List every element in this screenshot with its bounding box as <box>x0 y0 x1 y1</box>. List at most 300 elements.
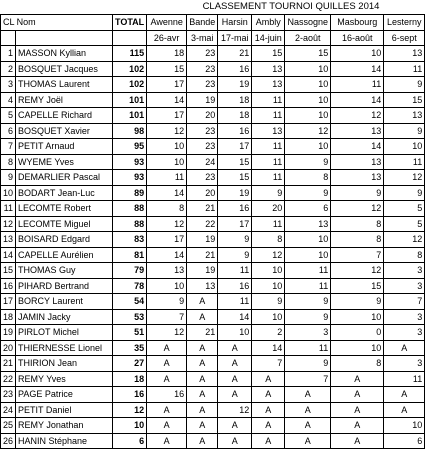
score-cell[interactable]: 9 <box>285 294 331 310</box>
score-cell[interactable]: A <box>187 340 218 356</box>
score-cell[interactable]: 12 <box>331 263 384 279</box>
total-cell[interactable]: 12 <box>113 402 147 418</box>
score-cell[interactable]: 18 <box>218 92 252 108</box>
score-cell[interactable]: A <box>187 294 218 310</box>
total-cell[interactable]: 98 <box>113 123 147 139</box>
score-cell[interactable]: 12 <box>285 123 331 139</box>
score-cell[interactable]: A <box>147 433 187 449</box>
score-cell[interactable]: A <box>331 371 384 387</box>
score-cell[interactable]: 10 <box>331 46 384 62</box>
score-cell[interactable]: A <box>147 356 187 372</box>
rank-cell[interactable]: 10 <box>1 185 16 201</box>
score-cell[interactable]: A <box>218 356 252 372</box>
rank-cell[interactable]: 24 <box>1 402 16 418</box>
name-cell[interactable]: THOMAS Laurent <box>16 77 113 93</box>
score-cell[interactable]: 15 <box>331 278 384 294</box>
rank-cell[interactable]: 14 <box>1 247 16 263</box>
rank-cell[interactable]: 22 <box>1 371 16 387</box>
score-cell[interactable]: 7 <box>252 356 285 372</box>
score-cell[interactable]: 17 <box>147 77 187 93</box>
score-cell[interactable]: 16 <box>218 278 252 294</box>
score-cell[interactable]: 15 <box>252 46 285 62</box>
score-cell[interactable]: 10 <box>331 309 384 325</box>
score-cell[interactable]: 15 <box>285 46 331 62</box>
score-cell[interactable]: 11 <box>285 278 331 294</box>
score-cell[interactable]: 19 <box>187 92 218 108</box>
name-cell[interactable]: BOSQUET Jacques <box>16 61 113 77</box>
name-cell[interactable]: REMY Joël <box>16 92 113 108</box>
table-row <box>1 61 425 77</box>
rank-cell[interactable]: 8 <box>1 154 16 170</box>
table-row <box>1 92 425 108</box>
score-cell[interactable]: A <box>147 371 187 387</box>
total-cell[interactable]: 35 <box>113 340 147 356</box>
total-cell[interactable]: 89 <box>113 185 147 201</box>
name-cell[interactable]: REMY Yves <box>16 371 113 387</box>
header-location[interactable]: Ambly <box>252 15 285 31</box>
score-cell[interactable]: 8 <box>285 170 331 186</box>
score-cell[interactable]: A <box>384 387 425 403</box>
total-cell[interactable]: 101 <box>113 108 147 124</box>
total-cell[interactable]: 6 <box>113 433 147 449</box>
score-cell[interactable]: 8 <box>331 232 384 248</box>
rank-cell[interactable]: 20 <box>1 340 16 356</box>
score-cell[interactable]: 14 <box>252 340 285 356</box>
score-cell[interactable]: A <box>187 433 218 449</box>
name-cell[interactable]: BOSQUET Xavier <box>16 123 113 139</box>
score-cell[interactable]: A <box>331 433 384 449</box>
rank-cell[interactable]: 6 <box>1 123 16 139</box>
score-cell[interactable]: A <box>384 402 425 418</box>
rank-cell[interactable]: 16 <box>1 278 16 294</box>
table-row <box>1 154 425 170</box>
score-cell[interactable]: 10 <box>285 61 331 77</box>
score-cell[interactable]: A <box>187 371 218 387</box>
header-date[interactable]: 3-mai <box>187 30 218 46</box>
table-row <box>1 77 425 93</box>
score-cell[interactable]: 9 <box>252 185 285 201</box>
score-cell[interactable]: 9 <box>285 356 331 372</box>
score-cell[interactable]: 17 <box>147 232 187 248</box>
score-cell[interactable]: 20 <box>252 201 285 217</box>
score-cell[interactable]: 13 <box>252 123 285 139</box>
score-cell[interactable]: A <box>331 402 384 418</box>
score-cell[interactable]: 14 <box>218 309 252 325</box>
score-cell[interactable]: 19 <box>218 77 252 93</box>
rank-cell[interactable]: 7 <box>1 139 16 155</box>
score-cell[interactable]: 7 <box>285 371 331 387</box>
score-cell[interactable]: 22 <box>187 216 218 232</box>
name-cell[interactable]: MASSON Kyllian <box>16 46 113 62</box>
rank-cell[interactable]: 2 <box>1 61 16 77</box>
table-row <box>1 247 425 263</box>
header-total[interactable]: TOTAL <box>113 15 147 31</box>
score-cell[interactable]: 15 <box>384 92 425 108</box>
score-cell[interactable]: 21 <box>218 46 252 62</box>
score-cell[interactable]: 10 <box>218 325 252 341</box>
score-cell[interactable]: 7 <box>384 294 425 310</box>
header-location[interactable]: Awenne <box>147 15 187 31</box>
score-cell[interactable]: 8 <box>147 201 187 217</box>
name-cell[interactable]: DEMARLIER Pascal <box>16 170 113 186</box>
score-cell[interactable]: 3 <box>285 325 331 341</box>
empty-cell[interactable] <box>113 30 147 46</box>
total-cell[interactable]: 93 <box>113 170 147 186</box>
score-cell[interactable]: 11 <box>384 61 425 77</box>
header-date[interactable]: 6-sept <box>384 30 425 46</box>
score-cell[interactable]: 13 <box>331 154 384 170</box>
name-cell[interactable]: PIHARD Bertrand <box>16 278 113 294</box>
name-cell[interactable]: REMY Jonathan <box>16 418 113 434</box>
header-date[interactable]: 17-mai <box>218 30 252 46</box>
total-cell[interactable]: 102 <box>113 61 147 77</box>
score-cell[interactable]: A <box>285 418 331 434</box>
score-cell[interactable]: 11 <box>285 263 331 279</box>
table-row <box>1 216 425 232</box>
name-cell[interactable]: HANIN Stéphane <box>16 433 113 449</box>
score-cell[interactable]: 11 <box>384 154 425 170</box>
score-cell[interactable]: 23 <box>187 77 218 93</box>
score-cell[interactable]: 12 <box>147 216 187 232</box>
score-cell[interactable]: 3 <box>384 356 425 372</box>
rank-cell[interactable]: 9 <box>1 170 16 186</box>
score-cell[interactable]: 12 <box>331 201 384 217</box>
score-cell[interactable]: A <box>218 371 252 387</box>
score-cell[interactable]: 9 <box>147 294 187 310</box>
total-cell[interactable]: 93 <box>113 154 147 170</box>
score-cell[interactable]: A <box>147 340 187 356</box>
score-cell[interactable]: 12 <box>331 108 384 124</box>
header-location[interactable]: Nassogne <box>285 15 331 31</box>
score-cell[interactable]: 13 <box>384 46 425 62</box>
score-cell[interactable]: 14 <box>331 139 384 155</box>
score-cell[interactable]: 18 <box>147 46 187 62</box>
score-cell[interactable]: A <box>187 418 218 434</box>
score-cell[interactable]: 9 <box>331 185 384 201</box>
score-cell[interactable]: 13 <box>147 263 187 279</box>
score-cell[interactable]: 3 <box>384 278 425 294</box>
rank-cell[interactable]: 13 <box>1 232 16 248</box>
score-cell[interactable]: A <box>331 418 384 434</box>
score-cell[interactable]: 14 <box>331 92 384 108</box>
table-row <box>1 418 425 434</box>
score-cell[interactable]: A <box>252 402 285 418</box>
total-cell[interactable]: 102 <box>113 77 147 93</box>
name-cell[interactable]: BODART Jean-Luc <box>16 185 113 201</box>
score-cell[interactable]: 10 <box>252 278 285 294</box>
score-cell[interactable]: 6 <box>285 201 331 217</box>
score-cell[interactable]: 11 <box>218 263 252 279</box>
name-cell[interactable]: LECOMTE Robert <box>16 201 113 217</box>
header-date[interactable]: 14-juin <box>252 30 285 46</box>
name-cell[interactable]: PETIT Daniel <box>16 402 113 418</box>
score-cell[interactable]: 5 <box>384 201 425 217</box>
table-row <box>1 139 425 155</box>
score-cell[interactable]: 20 <box>187 108 218 124</box>
name-cell[interactable]: THIRION Jean <box>16 356 113 372</box>
total-cell[interactable]: 115 <box>113 46 147 62</box>
score-cell[interactable]: 20 <box>187 185 218 201</box>
score-cell[interactable]: 8 <box>331 356 384 372</box>
score-cell[interactable]: A <box>218 340 252 356</box>
score-cell[interactable]: 17 <box>218 216 252 232</box>
score-cell[interactable]: 19 <box>187 232 218 248</box>
score-cell[interactable]: 9 <box>331 294 384 310</box>
score-cell[interactable]: 12 <box>384 170 425 186</box>
score-cell[interactable]: A <box>187 309 218 325</box>
score-cell[interactable]: 14 <box>147 247 187 263</box>
score-cell[interactable]: 16 <box>218 201 252 217</box>
name-cell[interactable]: CAPELLE Richard <box>16 108 113 124</box>
score-cell[interactable]: A <box>252 418 285 434</box>
score-cell[interactable]: 23 <box>187 61 218 77</box>
table-row <box>1 232 425 248</box>
header-cl-nom[interactable]: CL Nom <box>1 15 113 31</box>
score-cell[interactable]: A <box>252 371 285 387</box>
name-cell[interactable]: THIERNESSE Lionel <box>16 340 113 356</box>
score-cell[interactable]: 21 <box>187 325 218 341</box>
total-cell[interactable]: 83 <box>113 232 147 248</box>
total-cell[interactable]: 27 <box>113 356 147 372</box>
score-cell[interactable]: A <box>285 387 331 403</box>
header-date[interactable]: 26-avr <box>147 30 187 46</box>
score-cell[interactable]: 11 <box>147 170 187 186</box>
score-cell[interactable]: 12 <box>147 325 187 341</box>
score-cell[interactable]: 3 <box>384 263 425 279</box>
score-cell[interactable]: 12 <box>218 402 252 418</box>
score-cell[interactable]: 11 <box>384 371 425 387</box>
score-cell[interactable]: 9 <box>252 294 285 310</box>
rank-cell[interactable]: 19 <box>1 325 16 341</box>
name-cell[interactable]: PETIT Arnaud <box>16 139 113 155</box>
score-cell[interactable]: 17 <box>218 139 252 155</box>
score-cell[interactable]: 6 <box>384 433 425 449</box>
score-cell[interactable]: A <box>218 387 252 403</box>
score-cell[interactable]: 23 <box>187 170 218 186</box>
score-cell[interactable]: 10 <box>331 340 384 356</box>
rank-cell[interactable]: 25 <box>1 418 16 434</box>
score-cell[interactable]: A <box>331 387 384 403</box>
total-cell[interactable]: 81 <box>113 247 147 263</box>
score-cell[interactable]: 14 <box>147 185 187 201</box>
rank-cell[interactable]: 11 <box>1 201 16 217</box>
score-cell[interactable]: 11 <box>252 92 285 108</box>
table-row <box>1 294 425 310</box>
score-cell[interactable]: A <box>384 340 425 356</box>
score-cell[interactable]: 14 <box>147 92 187 108</box>
score-cell[interactable]: 10 <box>285 247 331 263</box>
score-cell[interactable]: 2 <box>252 325 285 341</box>
score-cell[interactable]: 9 <box>384 123 425 139</box>
score-cell[interactable]: 11 <box>331 77 384 93</box>
name-cell[interactable]: BOISARD Edgard <box>16 232 113 248</box>
score-cell[interactable]: 12 <box>252 247 285 263</box>
score-cell[interactable]: 10 <box>252 309 285 325</box>
table-row <box>1 340 425 356</box>
score-cell[interactable]: 15 <box>218 170 252 186</box>
score-cell[interactable]: 11 <box>252 108 285 124</box>
total-cell[interactable]: 10 <box>113 418 147 434</box>
score-cell[interactable]: A <box>147 418 187 434</box>
table-row <box>1 309 425 325</box>
table-row <box>1 263 425 279</box>
score-cell[interactable]: 10 <box>384 418 425 434</box>
score-cell[interactable]: 13 <box>331 170 384 186</box>
rank-cell[interactable]: 4 <box>1 92 16 108</box>
rank-cell[interactable]: 18 <box>1 309 16 325</box>
score-cell[interactable]: 5 <box>384 216 425 232</box>
score-cell[interactable]: A <box>218 418 252 434</box>
empty-cell[interactable] <box>16 30 113 46</box>
score-cell[interactable]: 16 <box>147 387 187 403</box>
total-cell[interactable]: 88 <box>113 201 147 217</box>
total-cell[interactable]: 16 <box>113 387 147 403</box>
empty-cell[interactable] <box>1 30 16 46</box>
score-cell[interactable]: 11 <box>252 216 285 232</box>
header-date[interactable]: 16-août <box>331 30 384 46</box>
score-cell[interactable]: 8 <box>331 216 384 232</box>
rank-cell[interactable]: 17 <box>1 294 16 310</box>
name-cell[interactable]: WYEME Yves <box>16 154 113 170</box>
table-row <box>1 433 425 449</box>
score-cell[interactable]: 23 <box>187 123 218 139</box>
total-cell[interactable]: 18 <box>113 371 147 387</box>
score-cell[interactable]: 16 <box>218 61 252 77</box>
score-cell[interactable]: 9 <box>384 185 425 201</box>
score-cell[interactable]: 9 <box>285 154 331 170</box>
header-location[interactable]: Lesterny <box>384 15 425 31</box>
score-cell[interactable]: A <box>218 433 252 449</box>
total-cell[interactable]: 88 <box>113 216 147 232</box>
score-cell[interactable]: A <box>187 402 218 418</box>
name-cell[interactable]: THOMAS Guy <box>16 263 113 279</box>
score-cell[interactable]: 10 <box>285 139 331 155</box>
score-cell[interactable]: 24 <box>187 154 218 170</box>
score-cell[interactable]: 10 <box>147 139 187 155</box>
score-cell[interactable]: 10 <box>285 77 331 93</box>
score-cell[interactable]: 18 <box>218 108 252 124</box>
rank-cell[interactable]: 21 <box>1 356 16 372</box>
score-cell[interactable]: 16 <box>218 123 252 139</box>
score-cell[interactable]: A <box>187 356 218 372</box>
score-cell[interactable]: 9 <box>218 232 252 248</box>
score-cell[interactable]: 9 <box>285 309 331 325</box>
score-cell[interactable]: 10 <box>252 263 285 279</box>
score-cell[interactable]: 9 <box>384 77 425 93</box>
score-cell[interactable]: 12 <box>384 232 425 248</box>
score-cell[interactable]: 8 <box>384 247 425 263</box>
header-location[interactable]: Masbourg <box>331 15 384 31</box>
score-cell[interactable]: 13 <box>187 278 218 294</box>
table-row <box>1 325 425 341</box>
score-cell[interactable]: 7 <box>147 309 187 325</box>
name-cell[interactable]: JAMIN Jacky <box>16 309 113 325</box>
score-cell[interactable]: 10 <box>285 232 331 248</box>
score-cell[interactable]: 11 <box>285 340 331 356</box>
header-date[interactable]: 2-août <box>285 30 331 46</box>
score-cell[interactable]: 11 <box>252 170 285 186</box>
name-cell[interactable]: PAGE Patrice <box>16 387 113 403</box>
score-cell[interactable]: 21 <box>187 247 218 263</box>
score-cell[interactable]: 19 <box>187 263 218 279</box>
score-cell[interactable]: 11 <box>218 294 252 310</box>
score-cell[interactable]: 8 <box>252 232 285 248</box>
rank-cell[interactable]: 3 <box>1 77 16 93</box>
total-cell[interactable]: 51 <box>113 325 147 341</box>
score-cell[interactable]: 0 <box>331 325 384 341</box>
score-cell[interactable]: 10 <box>147 154 187 170</box>
score-cell[interactable]: A <box>285 433 331 449</box>
score-cell[interactable]: 13 <box>285 216 331 232</box>
score-cell[interactable]: 7 <box>331 247 384 263</box>
total-cell[interactable]: 101 <box>113 92 147 108</box>
score-cell[interactable]: 15 <box>218 154 252 170</box>
table-row <box>1 170 425 186</box>
rank-cell[interactable]: 12 <box>1 216 16 232</box>
rank-cell[interactable]: 23 <box>1 387 16 403</box>
score-cell[interactable]: 11 <box>252 154 285 170</box>
score-cell[interactable]: 21 <box>187 201 218 217</box>
score-cell[interactable]: 13 <box>331 123 384 139</box>
score-cell[interactable]: 13 <box>384 108 425 124</box>
rank-cell[interactable]: 26 <box>1 433 16 449</box>
table-row <box>1 201 425 217</box>
total-cell[interactable]: 53 <box>113 309 147 325</box>
score-cell[interactable]: 10 <box>285 92 331 108</box>
name-cell[interactable]: LECOMTE Miguel <box>16 216 113 232</box>
score-cell[interactable]: 10 <box>384 139 425 155</box>
table-row <box>1 278 425 294</box>
name-cell[interactable]: CAPELLE Aurélien <box>16 247 113 263</box>
score-cell[interactable]: A <box>147 402 187 418</box>
score-cell[interactable]: A <box>187 387 218 403</box>
score-cell[interactable]: 12 <box>147 123 187 139</box>
table-row <box>1 46 425 62</box>
score-cell[interactable]: 17 <box>147 108 187 124</box>
score-cell[interactable]: A <box>252 433 285 449</box>
score-cell[interactable]: 10 <box>285 108 331 124</box>
score-cell[interactable]: 23 <box>187 139 218 155</box>
score-cell[interactable]: 9 <box>285 185 331 201</box>
total-cell[interactable]: 78 <box>113 278 147 294</box>
rank-cell[interactable]: 1 <box>1 46 16 62</box>
rank-cell[interactable]: 5 <box>1 108 16 124</box>
header-location[interactable]: Harsin <box>218 15 252 31</box>
total-cell[interactable]: 54 <box>113 294 147 310</box>
score-cell[interactable]: A <box>285 402 331 418</box>
score-cell[interactable]: 13 <box>252 61 285 77</box>
score-cell[interactable]: 19 <box>218 185 252 201</box>
header-location[interactable]: Bande <box>187 15 218 31</box>
score-cell[interactable]: 14 <box>331 61 384 77</box>
score-cell[interactable]: 15 <box>147 61 187 77</box>
table-row <box>1 108 425 124</box>
score-cell[interactable]: A <box>252 387 285 403</box>
total-cell[interactable]: 95 <box>113 139 147 155</box>
name-cell[interactable]: PIRLOT Michel <box>16 325 113 341</box>
score-cell[interactable]: 9 <box>218 247 252 263</box>
score-cell[interactable]: 3 <box>384 309 425 325</box>
name-cell[interactable]: BORCY Laurent <box>16 294 113 310</box>
score-cell[interactable]: 11 <box>252 139 285 155</box>
score-cell[interactable]: 3 <box>384 325 425 341</box>
score-cell[interactable]: 23 <box>187 46 218 62</box>
table-row <box>1 371 425 387</box>
score-cell[interactable]: 13 <box>252 77 285 93</box>
rank-cell[interactable]: 15 <box>1 263 16 279</box>
score-cell[interactable]: 10 <box>147 278 187 294</box>
total-cell[interactable]: 79 <box>113 263 147 279</box>
